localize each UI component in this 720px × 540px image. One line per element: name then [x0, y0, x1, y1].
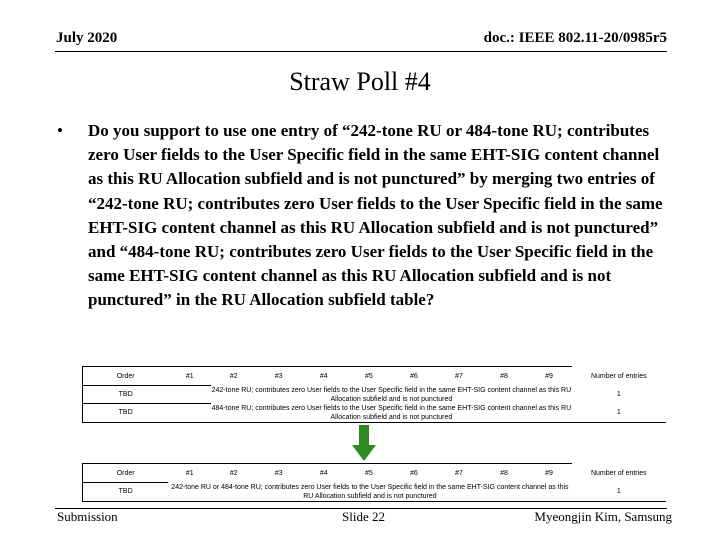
- table-row-description: 242-tone RU or 484-tone RU; contributes zero User fields to the User Specific field in the same EHT-SIG content channel as this RU Allocation subfield and is not punctured: [168, 483, 571, 502]
- footer-author: Myeongjin Kim, Samsung: [534, 509, 672, 524]
- col-header-9: #9: [527, 464, 572, 483]
- footer-slide-number: Slide 22: [342, 509, 385, 524]
- col-header-1: #1: [168, 464, 211, 483]
- col-header-order: Order: [83, 367, 169, 386]
- down-arrow-icon: [352, 425, 376, 461]
- col-header-9: #9: [527, 367, 572, 386]
- col-header-6: #6: [391, 367, 436, 386]
- slide-title: Straw Poll #4: [289, 67, 431, 96]
- ru-allocation-table-before: [82, 366, 666, 423]
- table-row-description: 484-tone RU; contributes zero User fields to the User Specific field in the same EHT-SIG content channel as this RU Allocation subfield and is not punctured: [211, 404, 572, 421]
- col-header-5: #5: [346, 367, 391, 386]
- col-header-3: #3: [256, 464, 301, 483]
- col-header-entries: Number of entries: [590, 372, 647, 380]
- col-header-1: #1: [168, 367, 211, 386]
- col-header-6: #6: [391, 464, 436, 483]
- col-header-7: #7: [436, 367, 481, 386]
- header-rule: [55, 51, 667, 52]
- table-row-description: 242-tone RU; contributes zero User fields to the User Specific field in the same EHT-SIG content channel as this RU Allocation subfield and is not punctured: [211, 386, 572, 403]
- footer-submission: Submission: [57, 509, 118, 524]
- col-header-order: Order: [83, 464, 169, 483]
- col-header-8: #8: [481, 367, 526, 386]
- table-row-order: TBD: [83, 483, 169, 502]
- table-row-order: TBD: [83, 386, 169, 404]
- col-header-entries: Number of entries: [590, 469, 647, 477]
- col-header-2: #2: [211, 367, 256, 386]
- ru-allocation-table-after: [82, 463, 666, 502]
- table-row-order: TBD: [83, 404, 169, 423]
- col-header-4: #4: [301, 367, 346, 386]
- col-header-8: #8: [481, 464, 526, 483]
- table-row-count: 1: [616, 391, 621, 398]
- header-doc-id: doc.: IEEE 802.11-20/0985r5: [483, 30, 667, 46]
- header-date: July 2020: [56, 30, 118, 46]
- bullet-marker: •: [57, 121, 63, 140]
- col-header-5: #5: [346, 464, 391, 483]
- col-header-3: #3: [256, 367, 301, 386]
- table-row-count: 1: [572, 404, 666, 423]
- bullet-text: Do you support to use one entry of “242-tone RU or 484-tone RU; contributes zero User fields to the User Specific field in the same EHT-SIG content channel as this RU Allocation subfield and is not punctured” by merging two entries of “242-tone RU; contributes zero User fields to the User Specific field in the same EHT-SIG content channel as this RU Allocation subfield and is not punctured” and “484-tone RU; contributes zero User fields to the User Specific field in the same EHT-SIG content channel as this RU Allocation subfield and is not punctured” in the RU Allocation subfield table?: [88, 121, 663, 310]
- col-header-7: #7: [436, 464, 481, 483]
- col-header-4: #4: [301, 464, 346, 483]
- col-header-2: #2: [211, 464, 256, 483]
- table-row-count: 1: [572, 483, 666, 502]
